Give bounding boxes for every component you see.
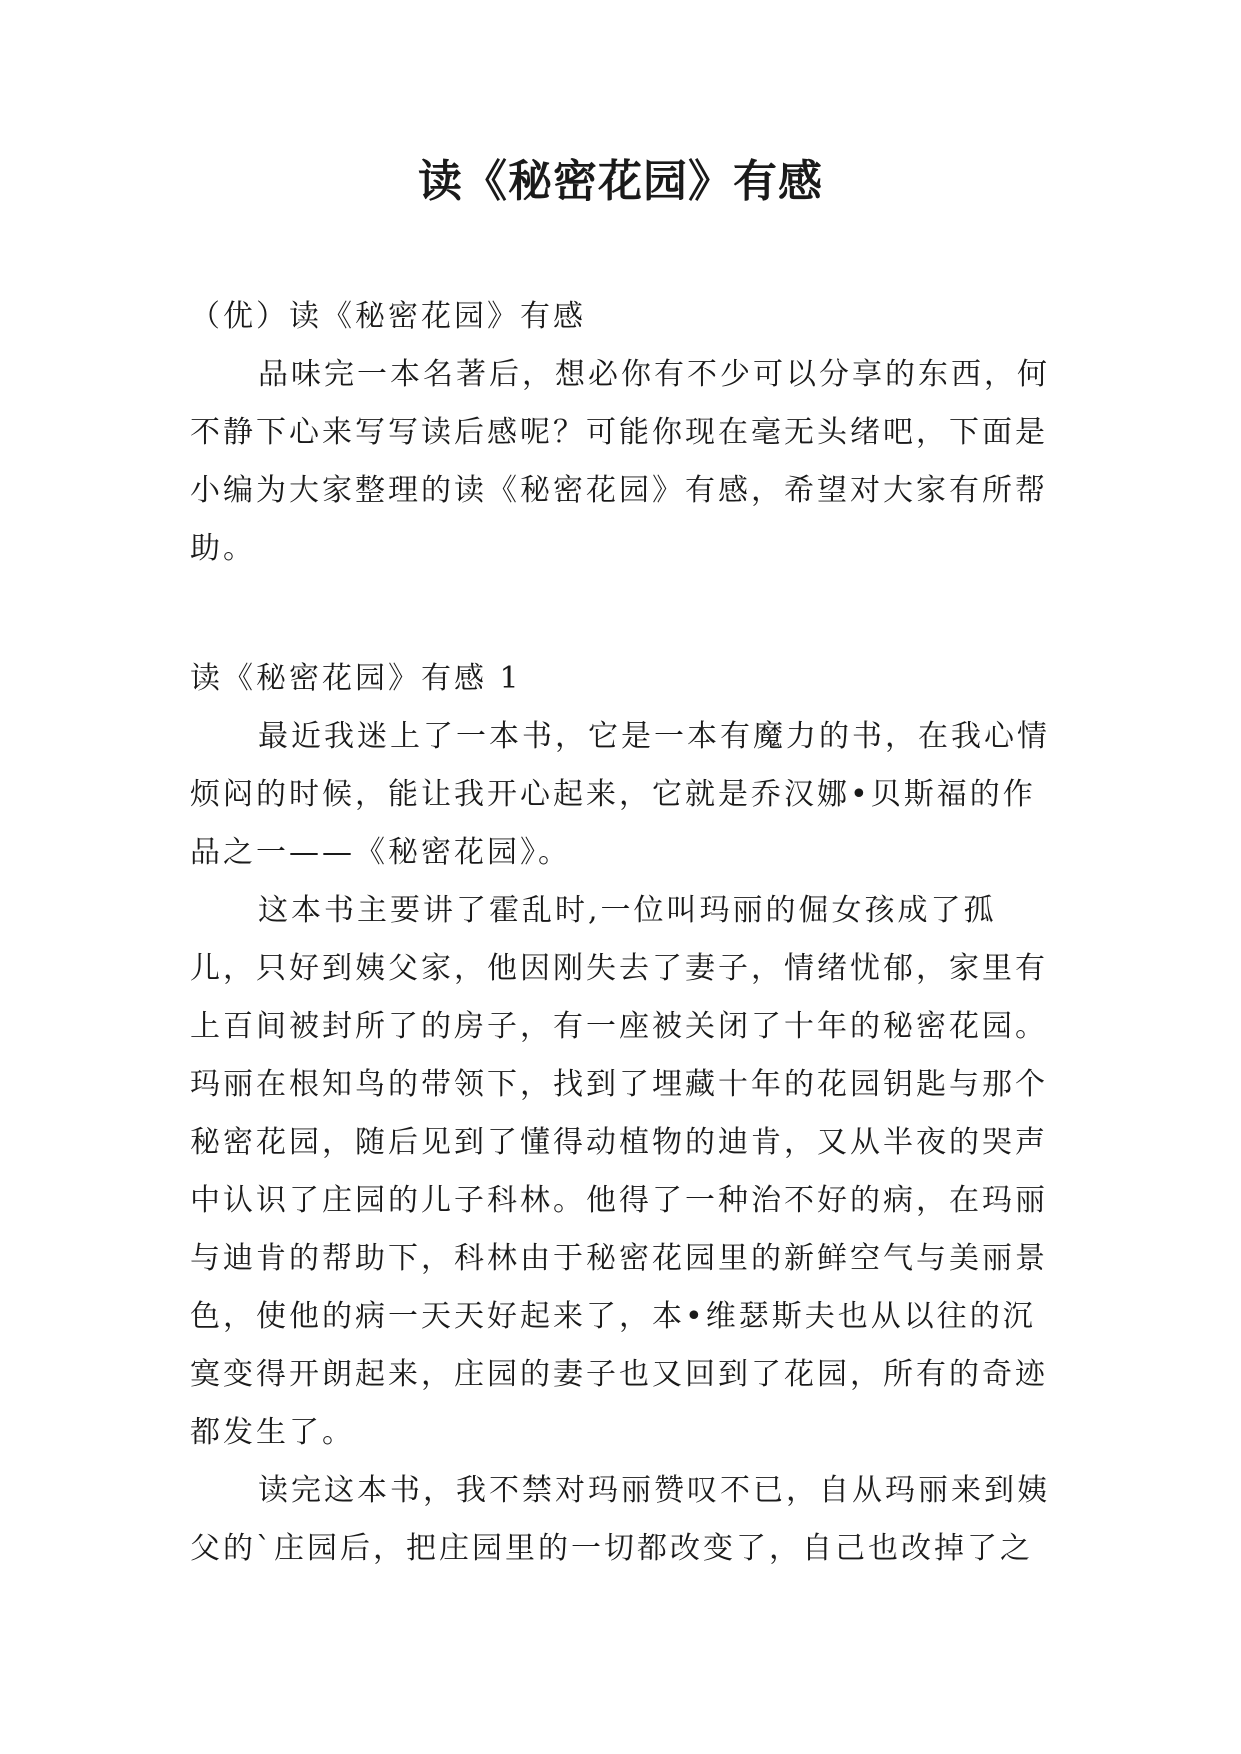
intro-paragraph: 品味完一本名著后，想必你有不少可以分享的东西，何不静下心来写写读后感呢？可能你现在毫无头绪吧，下面是小编为大家整理的读《秘密花园》有感，希望对大家有所帮助。 [190, 357, 1050, 566]
document-title: 读《秘密花园》有感 [418, 156, 823, 207]
body-paragraph: 最近我迷上了一本书，它是一本有魔力的书，在我心情烦闷的时候，能让我开心起来，它就是乔汉娜•贝斯福的作品之一——《秘密花园》。 [190, 719, 1050, 870]
section-heading: 读《秘密花园》有感 1 [190, 661, 522, 696]
document-body [190, 288, 1050, 1578]
section-spacer [190, 578, 1050, 650]
body-paragraph: 读完这本书，我不禁对玛丽赞叹不已，自从玛丽来到姨父的`庄园后，把庄园里的一切都改变了，自己也改掉了之 [190, 1473, 1050, 1566]
document-subtitle: （优）读《秘密花园》有感 [190, 299, 586, 334]
body-paragraph: 这本书主要讲了霍乱时,一位叫玛丽的倔女孩成了孤儿，只好到姨父家，他因刚失去了妻子，情绪忧郁，家里有上百间被封所了的房子，有一座被关闭了十年的秘密花园。玛丽在根知鸟的带领下，找到了埋藏十年的花园钥匙与那个秘密花园，随后见到了懂得动植物的迪肯，又从半夜的哭声中认识了庄园的儿子科林。他得了一种治不好的病，在玛丽与迪肯的帮助下，科林由于秘密花园里的新鲜空气与美丽景色，使他的病一天天好起来了，本•维瑟斯夫也从以往的沉寞变得开朗起来，庄园的妻子也又回到了花园，所有的奇迹都发生了。 [190, 893, 1048, 1450]
